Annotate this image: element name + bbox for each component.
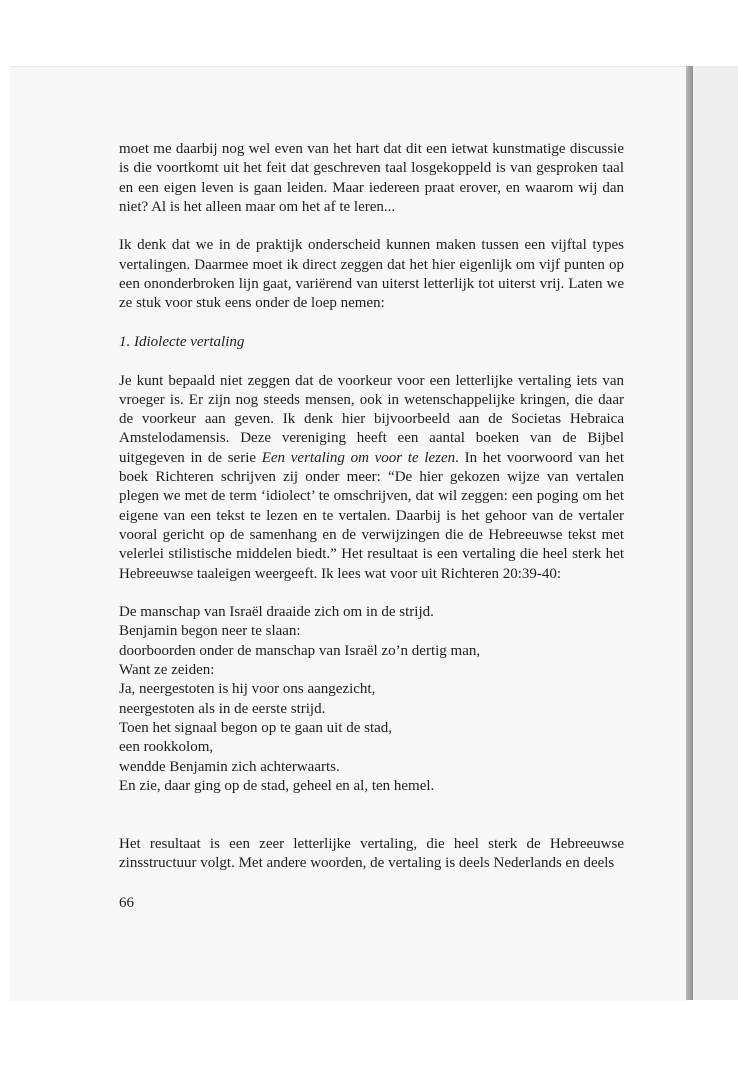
page-edge xyxy=(693,66,738,1000)
section-heading: 1. Idiolecte vertaling xyxy=(119,333,245,350)
body-paragraph-2: Ik denk dat we in de praktijk onderscheid kunnen maken tussen een vijftal types vertalingen. Daarmee moet ik direct zeggen dat het hier eigenlijk om vijf punten op een ononderbroken lijn gaat, variërend van uiterst letterlijk tot uiterst vrij. Laten we ze stuk voor stuk eens onder de loep nemen: xyxy=(119,237,624,312)
body-paragraph-3-part-1: Je kunt bepaald niet zeggen dat de voorkeur voor een letterlijke vertaling iets van vroeger is. Er zijn nog steeds mensen, ook in wetenschappelijke kringen, die daar de voorkeur aan geven. Ik denk hier bijvoorbeeld aan de Societas Hebraica Amstelodamensis. Deze vereniging heeft een aantal boeken van de Bijbel uitgegeven in de serie xyxy=(119,372,624,466)
verse-line: Toen het signaal begon op te gaan uit de stad, xyxy=(119,719,393,736)
verse-line: doorboorden onder de manschap van Israël zo’n dertig man, xyxy=(119,642,481,659)
verse-quote xyxy=(119,603,624,796)
verse-line: Ja, neergestoten is hij voor ons aangezicht, xyxy=(119,681,376,698)
page-number: 66 xyxy=(119,895,134,911)
verse-line: Want ze zeiden: xyxy=(119,662,215,679)
page-body xyxy=(119,140,624,873)
verse-line: En zie, daar ging op de stad, geheel en al, ten hemel. xyxy=(119,777,435,794)
verse-line: een rookkolom, xyxy=(119,739,214,756)
verse-line: Benjamin begon neer te slaan: xyxy=(119,623,301,640)
series-title: Een vertaling om voor te lezen xyxy=(261,449,456,466)
body-paragraph-3-part-2: . In het voorwoord van het boek Richteren schrijven zij onder meer: “De hier gekozen wijze van vertalen plegen we met de term ‘idiolect’ te omschrijven, dat wil zeggen: een poging om het eigene van een tekst te lezen en te vertalen. Daarbij is het gehoor van de vertaler vooral gericht op de samenhang en de verwijzingen die de Hebreeuwse tekst met velerlei stilistische middelen biedt.” Het resultaat is een vertaling die heel sterk het Hebreeuwse taaleigen weergeeft. Ik lees wat voor uit Richteren 20:39-40: xyxy=(119,449,624,582)
verse-line: De manschap van Israël draaide zich om in de strijd. xyxy=(119,604,434,621)
verse-line: wendde Benjamin zich achterwaarts. xyxy=(119,758,340,775)
page-edge-shadow xyxy=(686,66,693,1000)
closing-paragraph: Het resultaat is een zeer letterlijke vertaling, die heel sterk de Hebreeuwse zinsstructuur volgt. Met andere woorden, de vertaling is deels Nederlands en deels xyxy=(119,835,624,871)
body-paragraph-3 xyxy=(119,372,624,584)
body-paragraph-1: moet me daarbij nog wel even van het hart dat dit een ietwat kunstmatige discussie is die voortkomt uit het feit dat geschreven taal losgekoppeld is van gesproken taal en een eigen leven is gaan leiden. Maar iedereen praat erover, en waarom wij dan niet? Al is het alleen maar om het af te leren... xyxy=(119,141,624,215)
verse-line: neergestoten als in de eerste strijd. xyxy=(119,700,326,717)
